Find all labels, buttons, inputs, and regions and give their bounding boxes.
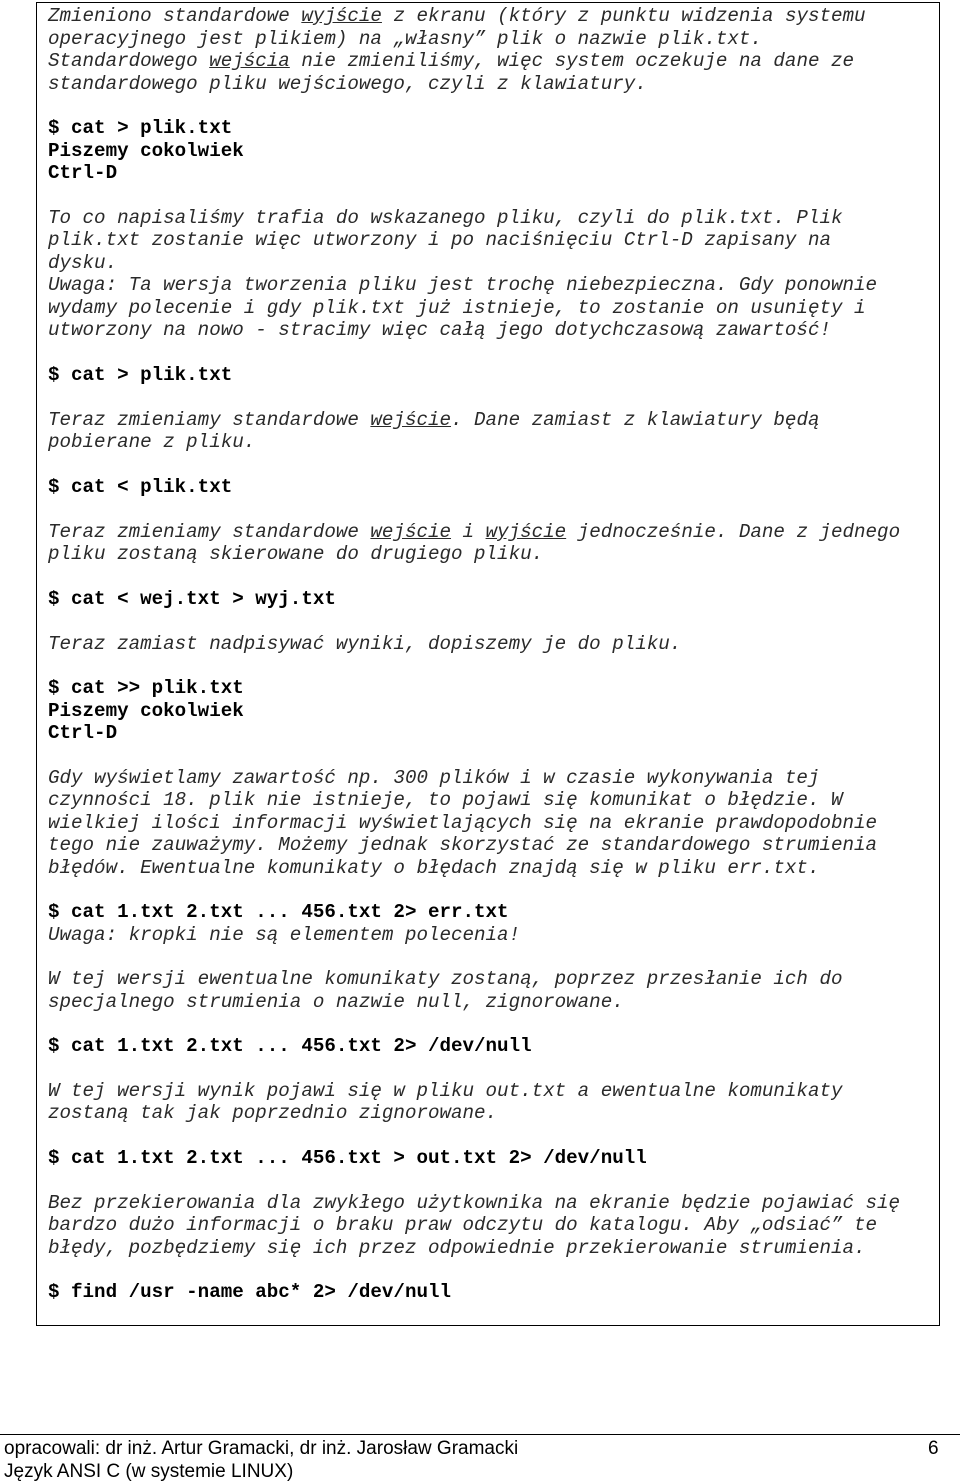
text-line: Bez przekierowania dla zwykłego użytkownika na ekranie będzie pojawiać się [48, 1192, 901, 1214]
text-line: pobierane z pliku. [48, 431, 256, 453]
command-line: Ctrl-D [48, 722, 118, 744]
text-line: bardzo dużo informacji o braku praw odczytu do katalogu. Aby „odsiać” te [48, 1214, 878, 1236]
command-line: $ find /usr -name abc* 2> /dev/null [48, 1281, 452, 1303]
command-line: $ cat 1.txt 2.txt ... 456.txt > out.txt 2> /dev/null [48, 1147, 647, 1169]
text-line: pliku zostaną skierowane do drugiego pliku. [48, 543, 544, 565]
command-line: $ cat > plik.txt [48, 364, 233, 386]
text-line: tego nie zauważymy. Możemy jednak skorzystać ze standardowego strumienia [48, 834, 878, 856]
command-line: $ cat >> plik.txt [48, 677, 244, 699]
text-line: Uwaga: Ta wersja tworzenia pliku jest trochę niebezpieczna. Gdy ponownie [48, 274, 878, 296]
text-line: dysku. [48, 252, 118, 274]
text-line: błędów. Ewentualne komunikaty o błędach znajdą się w pliku err.txt. [48, 857, 820, 879]
footer-divider [0, 1434, 960, 1435]
text-line: błędy, pozbędziemy się ich przez odpowiednie przekierowanie strumienia. [48, 1237, 866, 1259]
text-line: W tej wersji ewentualne komunikaty zostaną, poprzez przesłanie ich do [48, 968, 843, 990]
text-line: operacyjnego jest plikiem) na „własny” plik o nazwie plik.txt. [48, 28, 762, 50]
text-line: czynności 18. plik nie istnieje, to pojawi się komunikat o błędzie. W [48, 789, 843, 811]
text-line: Teraz zmieniamy standardowe wejście. Dane zamiast z klawiatury będą [48, 409, 820, 431]
text-line: plik.txt zostanie więc utworzony i po naciśnięciu Ctrl-D zapisany na [48, 229, 831, 251]
text-line: standardowego pliku wejściowego, czyli z klawiatury. [48, 73, 647, 95]
text-line: Uwaga: kropki nie są elementem polecenia! [48, 924, 521, 946]
command-line: Ctrl-D [48, 162, 118, 184]
text-line: wielkiej ilości informacji wyświetlających się na ekranie prawdopodobnie [48, 812, 878, 834]
command-line: Piszemy cokolwiek [48, 140, 244, 162]
text-line: zostaną tak jak poprzednio zignorowane. [48, 1102, 498, 1124]
footer-book-title: Język ANSI C (w systemie LINUX) [4, 1461, 294, 1482]
command-line: $ cat < plik.txt [48, 476, 233, 498]
content-frame [36, 2, 940, 1326]
command-line: Piszemy cokolwiek [48, 700, 244, 722]
command-line: $ cat > plik.txt [48, 117, 233, 139]
command-line: $ cat 1.txt 2.txt ... 456.txt 2> err.txt [48, 901, 509, 923]
text-line: To co napisaliśmy trafia do wskazanego pliku, czyli do plik.txt. Plik [48, 207, 843, 229]
text-line: Teraz zmieniamy standardowe wejście i wyjście jednocześnie. Dane z jednego [48, 521, 901, 543]
command-line: $ cat < wej.txt > wyj.txt [48, 588, 336, 610]
text-line: Teraz zamiast nadpisywać wyniki, dopiszemy je do pliku. [48, 633, 682, 655]
command-line: $ cat 1.txt 2.txt ... 456.txt 2> /dev/null [48, 1035, 532, 1057]
text-line: Standardowego wejścia nie zmieniliśmy, więc system oczekuje na dane ze [48, 50, 855, 72]
text-line: Gdy wyświetlamy zawartość np. 300 plików i w czasie wykonywania tej [48, 767, 820, 789]
page-number: 6 [928, 1438, 939, 1459]
text-line: specjalnego strumienia o nazwie null, zignorowane. [48, 991, 624, 1013]
footer-authors: opracowali: dr inż. Artur Gramacki, dr inż. Jarosław Gramacki [4, 1438, 519, 1459]
text-line: utworzony na nowo - stracimy więc całą jego dotychczasową zawartość! [48, 319, 831, 341]
text-line: Zmieniono standardowe wyjście z ekranu (który z punktu widzenia systemu [48, 5, 866, 27]
text-line: W tej wersji wynik pojawi się w pliku out.txt a ewentualne komunikaty [48, 1080, 843, 1102]
text-line: wydamy polecenie i gdy plik.txt już istnieje, to zostanie on usunięty i [48, 297, 866, 319]
